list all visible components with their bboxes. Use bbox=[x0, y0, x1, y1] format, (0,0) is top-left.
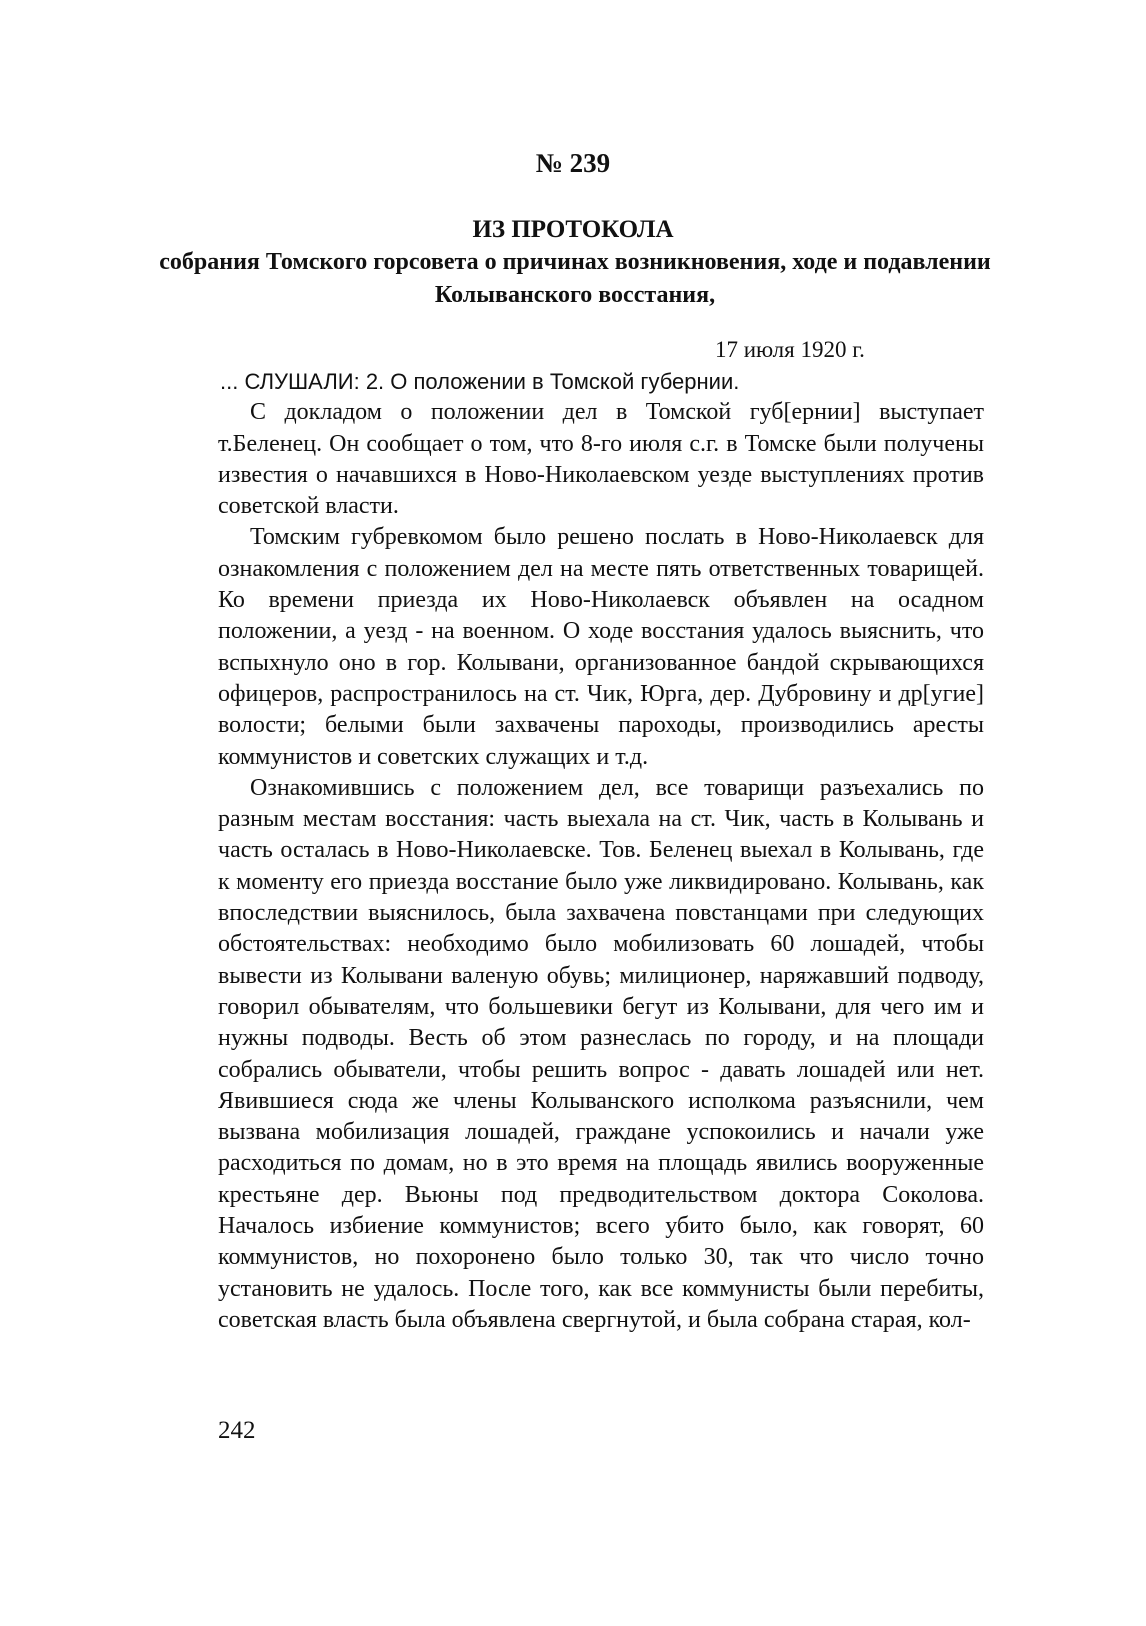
paragraph-report-intro: С докладом о положении дел в Томской губ[ернии] выступает т.Беленец. Он сообщает о том, что 8-го июля с.г. в Томске были получены известия о начавшихся в Ново-Николаевском уезде выступлениях против советской власти. bbox=[218, 399, 984, 520]
page-number: 242 bbox=[218, 1417, 256, 1444]
paragraph-gubrevkom: Томским губревкомом было решено послать в Ново-Николаевск для ознакомления с положением дел на месте пять ответственных товарищей. Ко времени приезда их Ново-Николаевск объявлен на осадном положении, а уезд - на военном. О ходе восстания удалось выяснить, что вспыхнуло оно в гор. Колывани, организованное бандой скрывающихся офицеров, распространилось на ст. Чик, Юрга, дер. Дубровину и др[угие] волости; белыми были захвачены пароходы, производились аресты коммунистов и советских служащих и т.д. bbox=[218, 524, 984, 770]
document-date: 17 июля 1920 г. bbox=[715, 337, 865, 362]
document-heading: ИЗ ПРОТОКОЛА bbox=[472, 216, 674, 243]
document-number: № 239 bbox=[535, 148, 611, 178]
paragraph-agenda: ... СЛУШАЛИ: 2. О положении в Томской губернии. bbox=[220, 369, 740, 394]
document-subtitle: собрания Томского горсовета о причинах возникновения, ходе и подавлении Колыванского восстания, bbox=[159, 249, 991, 308]
document-body bbox=[218, 366, 984, 1336]
paragraph-kolyvan-events: Ознакомившись с положением дел, все товарищи разъехались по разным местам восстания: часть выехала на ст. Чик, часть в Колывань и часть осталась в Ново-Николаевске. Тов. Беленец выехал в Колывань, где к моменту его приезда восстание было уже ликвидировано. Колывань, как впоследствии выяснилось, была захвачена повстанцами при следующих обстоятельствах: необходимо было мобилизовать 60 лошадей, чтобы вывести из Колывани валеную обувь; милиционер, наряжавший подводу, говорил обывателям, что большевики бегут из Колывани, для чего им и нужны подводы. Весть об этом разнеслась по городу, и на площади собрались обыватели, чтобы решить вопрос - давать лошадей или нет. Явившиеся сюда же члены Колыванского исполкома разъяснили, чем вызвана мобилизация лошадей, граждане успокоились и начали уже расходиться по домам, но в это время на площадь явились вооруженные крестьяне дер. Вьюны под предводительством доктора Соколова. Началось избиение коммунистов; всего убито было, как говорят, 60 коммунистов, но похоронено было только 30, так что число точно установить не удалось. После того, как все коммунисты были перебиты, советская власть была объявлена свергнутой, и была собрана старая, кол- bbox=[218, 774, 984, 1333]
